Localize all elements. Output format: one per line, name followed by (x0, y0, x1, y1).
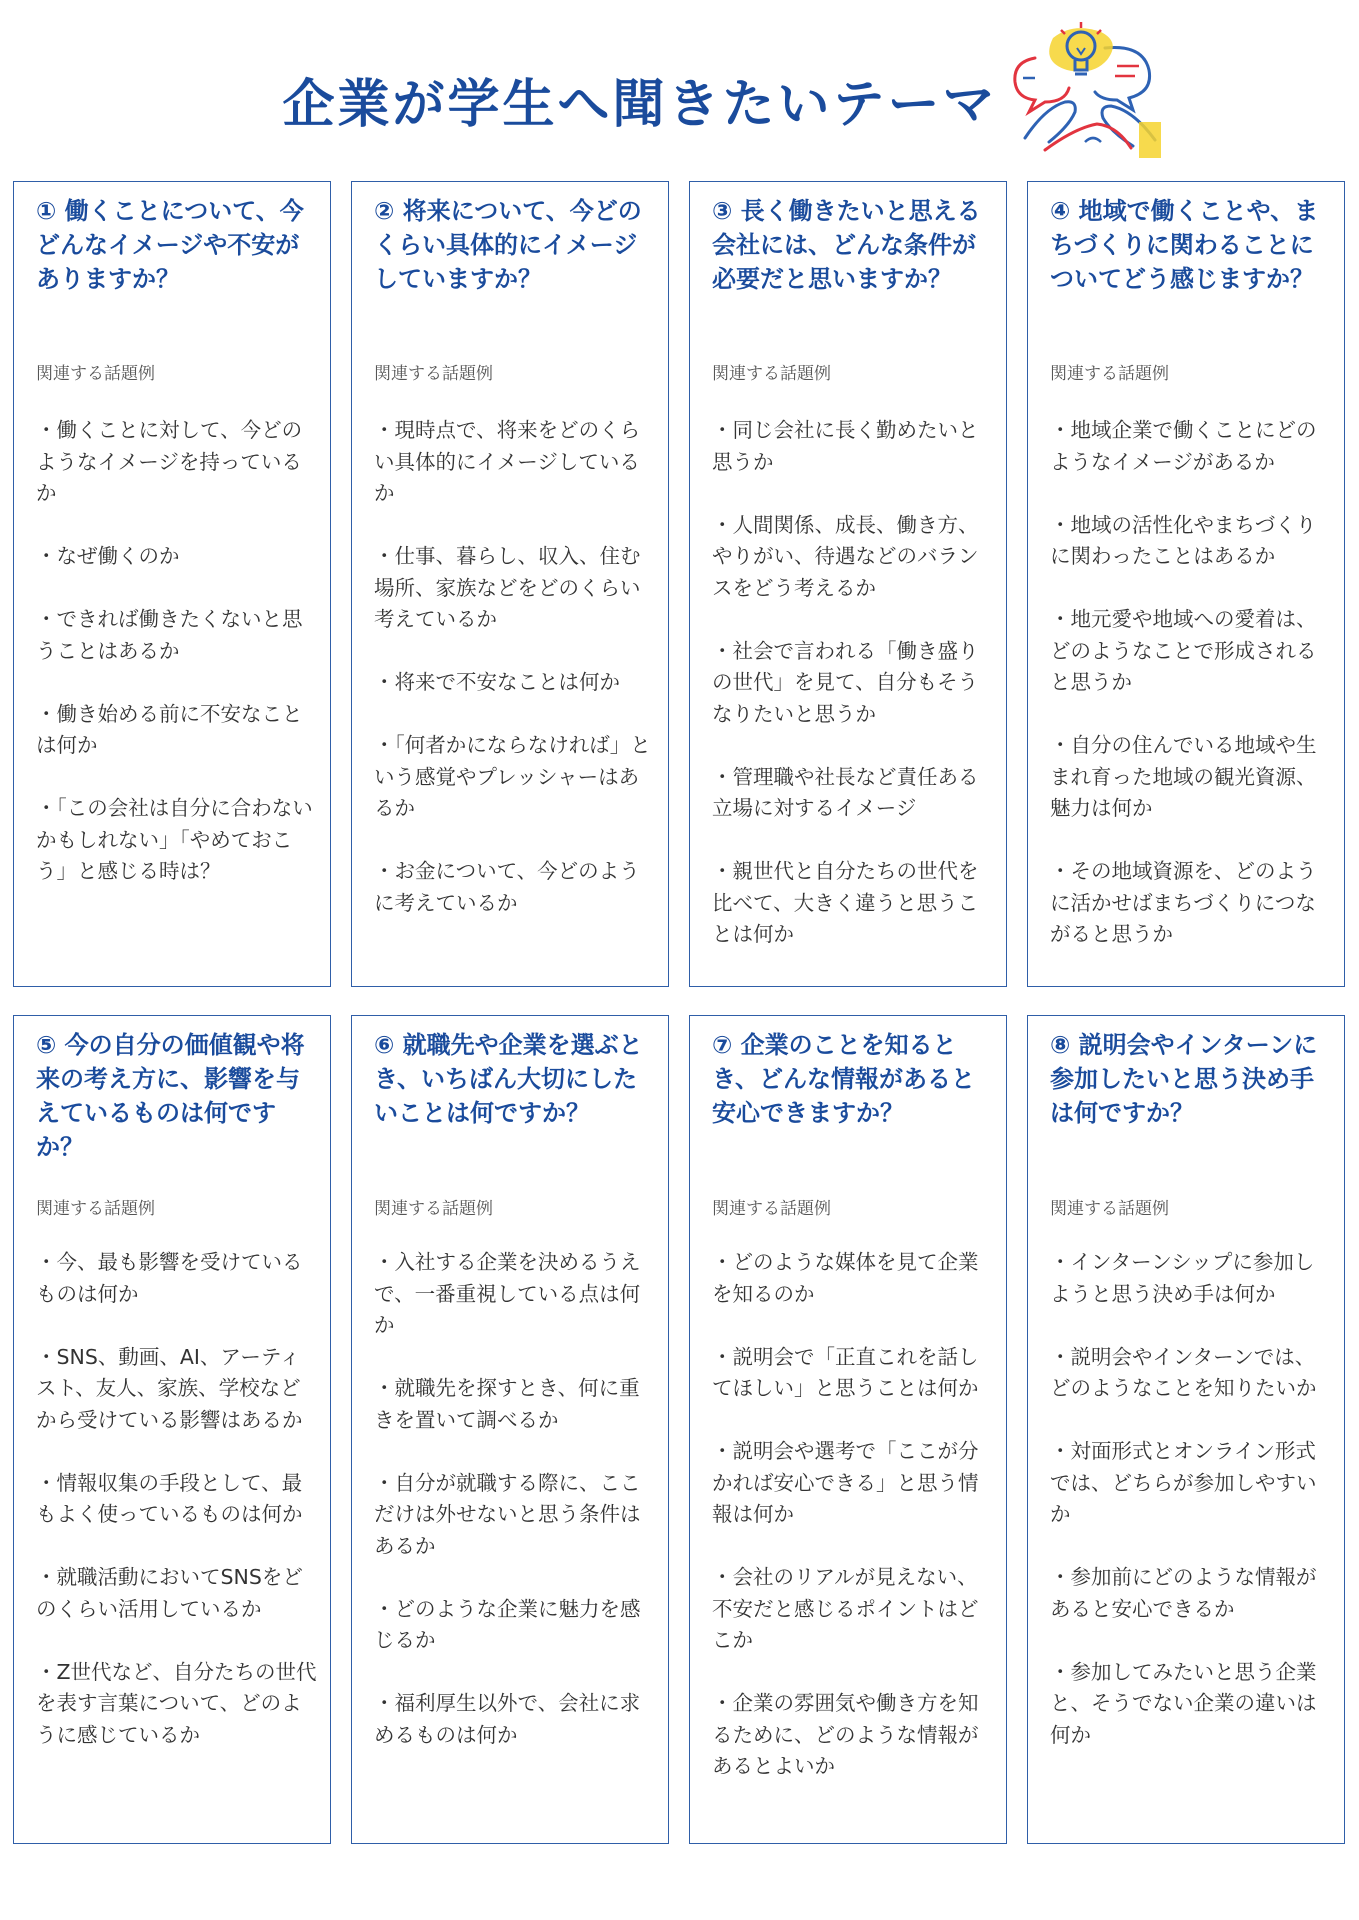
list-item: ・できれば働きたくないと思うことはあるか (36, 607, 303, 663)
card-question: ① 働くことについて、今どんなイメージや不安がありますか？ (36, 197, 304, 293)
related-topics-label: 関連する話題例 (712, 364, 831, 384)
list-item: ・同じ会社に長く勤めたいと思うか (712, 418, 979, 474)
related-topics-label: 関連する話題例 (712, 1199, 831, 1219)
card-question: ③ 長く働きたいと思える会社には、どんな条件が必要だと思いますか？ (712, 197, 981, 293)
related-topics-label: 関連する話題例 (36, 364, 155, 384)
list-item: ・インターンシップに参加しようと思う決め手は何か (1050, 1250, 1315, 1306)
card-question: ④ 地域で働くことや、まちづくりに関わることについてどう感じますか？ (1050, 197, 1319, 293)
list-item: ・参加してみたいと思う企業と、そうでない企業の違いは何か (1050, 1659, 1317, 1747)
list-item: ・会社のリアルが見えない、不安だと感じるポイントはどこか (712, 1565, 979, 1652)
list-item: ・管理職や社長など責任ある立場に対するイメージ (712, 764, 979, 820)
list-item: ・地域の活性化やまちづくりに関わったことはあるか (1050, 512, 1317, 568)
topic-card-5 (13, 1015, 331, 1844)
list-item: ・どのような企業に魅力を感じるか (374, 1596, 641, 1652)
list-item: ・企業の雰囲気や働き方を知るために、どのような情報があるとよいか (712, 1691, 979, 1778)
card-question: ⑥ 就職先や企業を選ぶとき、いちばん大切にしたいことは何ですか？ (374, 1031, 643, 1127)
list-item: ・どのような媒体を見て企業を知るのか (712, 1250, 979, 1306)
list-item: ・将来で不安なことは何か (374, 670, 620, 694)
list-item: ・「何者かにならなければ」という感覚やプレッシャーはあるか (374, 733, 651, 820)
list-item: ・SNS、動画、AI、アーティスト、友人、家族、学校などから受けている影響はあるか (36, 1344, 303, 1432)
list-item: ・人間関係、成長、働き方、やりがい、待遇などのバランスをどう考えるか (712, 512, 979, 600)
page-title: 企業が学生へ聞きたいテーマ (282, 75, 998, 135)
card-question: ② 将来について、今どのくらい具体的にイメージしていますか？ (374, 197, 642, 293)
list-item: ・説明会や選考で「ここが分かれば安心できる」と思う情報は何か (712, 1439, 979, 1526)
topic-list (712, 415, 994, 982)
related-topics-label: 関連する話題例 (36, 1199, 155, 1219)
topic-card-4 (1027, 181, 1345, 987)
list-item: ・入社する企業を決めるうえで、一番重視している点は何か (374, 1250, 641, 1337)
related-topics-label: 関連する話題例 (374, 364, 493, 384)
card-question: ⑤ 今の自分の価値観や将来の考え方に、影響を与えているものは何ですか？ (36, 1031, 305, 1161)
list-item: ・説明会で「正直これを話してほしい」と思うことは何か (712, 1344, 979, 1400)
related-topics-label: 関連する話題例 (1050, 1199, 1169, 1219)
topic-list (374, 1247, 656, 1783)
topic-list (712, 1247, 994, 1814)
topic-card-7 (689, 1015, 1007, 1844)
list-item: ・なぜ働くのか (36, 544, 180, 568)
topic-card-2 (351, 181, 669, 987)
list-item: ・説明会やインターンでは、どのようなことを知りたいか (1050, 1344, 1317, 1400)
list-item: ・参加前にどのような情報があると安心できるか (1050, 1565, 1317, 1621)
list-item: ・社会で言われる「働き盛りの世代」を見て、自分もそうなりたいと思うか (712, 638, 979, 726)
list-item: ・今、最も影響を受けているものは何か (36, 1250, 303, 1306)
topic-card-8 (1027, 1015, 1345, 1844)
topic-list (1050, 1247, 1332, 1783)
topic-card-3 (689, 181, 1007, 987)
related-topics-label: 関連する話題例 (374, 1199, 493, 1219)
related-topics-label: 関連する話題例 (1050, 364, 1169, 384)
list-item: ・就職活動においてSNSをどのくらい活用しているか (36, 1565, 303, 1621)
list-item: ・自分の住んでいる地域や生まれ育った地域の観光資源、魅力は何か (1050, 733, 1317, 820)
list-item: ・現時点で、将来をどのくらい具体的にイメージしているか (374, 418, 641, 505)
list-item: ・自分が就職する際に、ここだけは外せないと思う条件はあるか (374, 1470, 641, 1558)
list-item: ・親世代と自分たちの世代を比べて、大きく違うと思うことは何か (712, 859, 979, 946)
topic-card-6 (351, 1015, 669, 1844)
list-item: ・その地域資源を、どのように活かせばまちづくりにつながると思うか (1050, 859, 1317, 946)
list-item: ・Z世代など、自分たちの世代を表す言葉について、どのように感じているか (36, 1659, 317, 1747)
topic-list (36, 1247, 318, 1783)
lightbulb-speech-hands-illustration (1005, 18, 1170, 166)
list-item: ・お金について、今どのように考えているか (374, 859, 640, 915)
list-item: ・対面形式とオンライン形式では、どちらが参加しやすいか (1050, 1439, 1317, 1526)
card-question: ⑧ 説明会やインターンに参加したいと思う決め手は何ですか？ (1050, 1031, 1318, 1127)
topic-card-1 (13, 181, 331, 987)
list-item: ・福利厚生以外で、会社に求めるものは何か (374, 1691, 641, 1747)
list-item: ・情報収集の手段として、最もよく使っているものは何か (36, 1470, 303, 1526)
list-item: ・地域企業で働くことにどのようなイメージがあるか (1050, 418, 1317, 474)
topic-list (1050, 415, 1332, 982)
list-item: ・働くことに対して、今どのようなイメージを持っているか (36, 418, 303, 505)
list-item: ・地元愛や地域への愛着は、どのようなことで形成されると思うか (1050, 607, 1317, 694)
list-item: ・就職先を探すとき、何に重きを置いて調べるか (374, 1376, 640, 1432)
card-question: ⑦ 企業のことを知るとき、どんな情報があると安心できますか？ (712, 1031, 976, 1127)
list-item: ・「この会社は自分に合わないかもしれない」「やめておこう」と感じる時は？ (36, 796, 313, 883)
list-item: ・働き始める前に不安なことは何か (36, 701, 303, 757)
topic-list (36, 415, 318, 919)
topic-list (374, 415, 656, 951)
list-item: ・仕事、暮らし、収入、住む場所、家族などをどのくらい考えているか (374, 544, 641, 631)
